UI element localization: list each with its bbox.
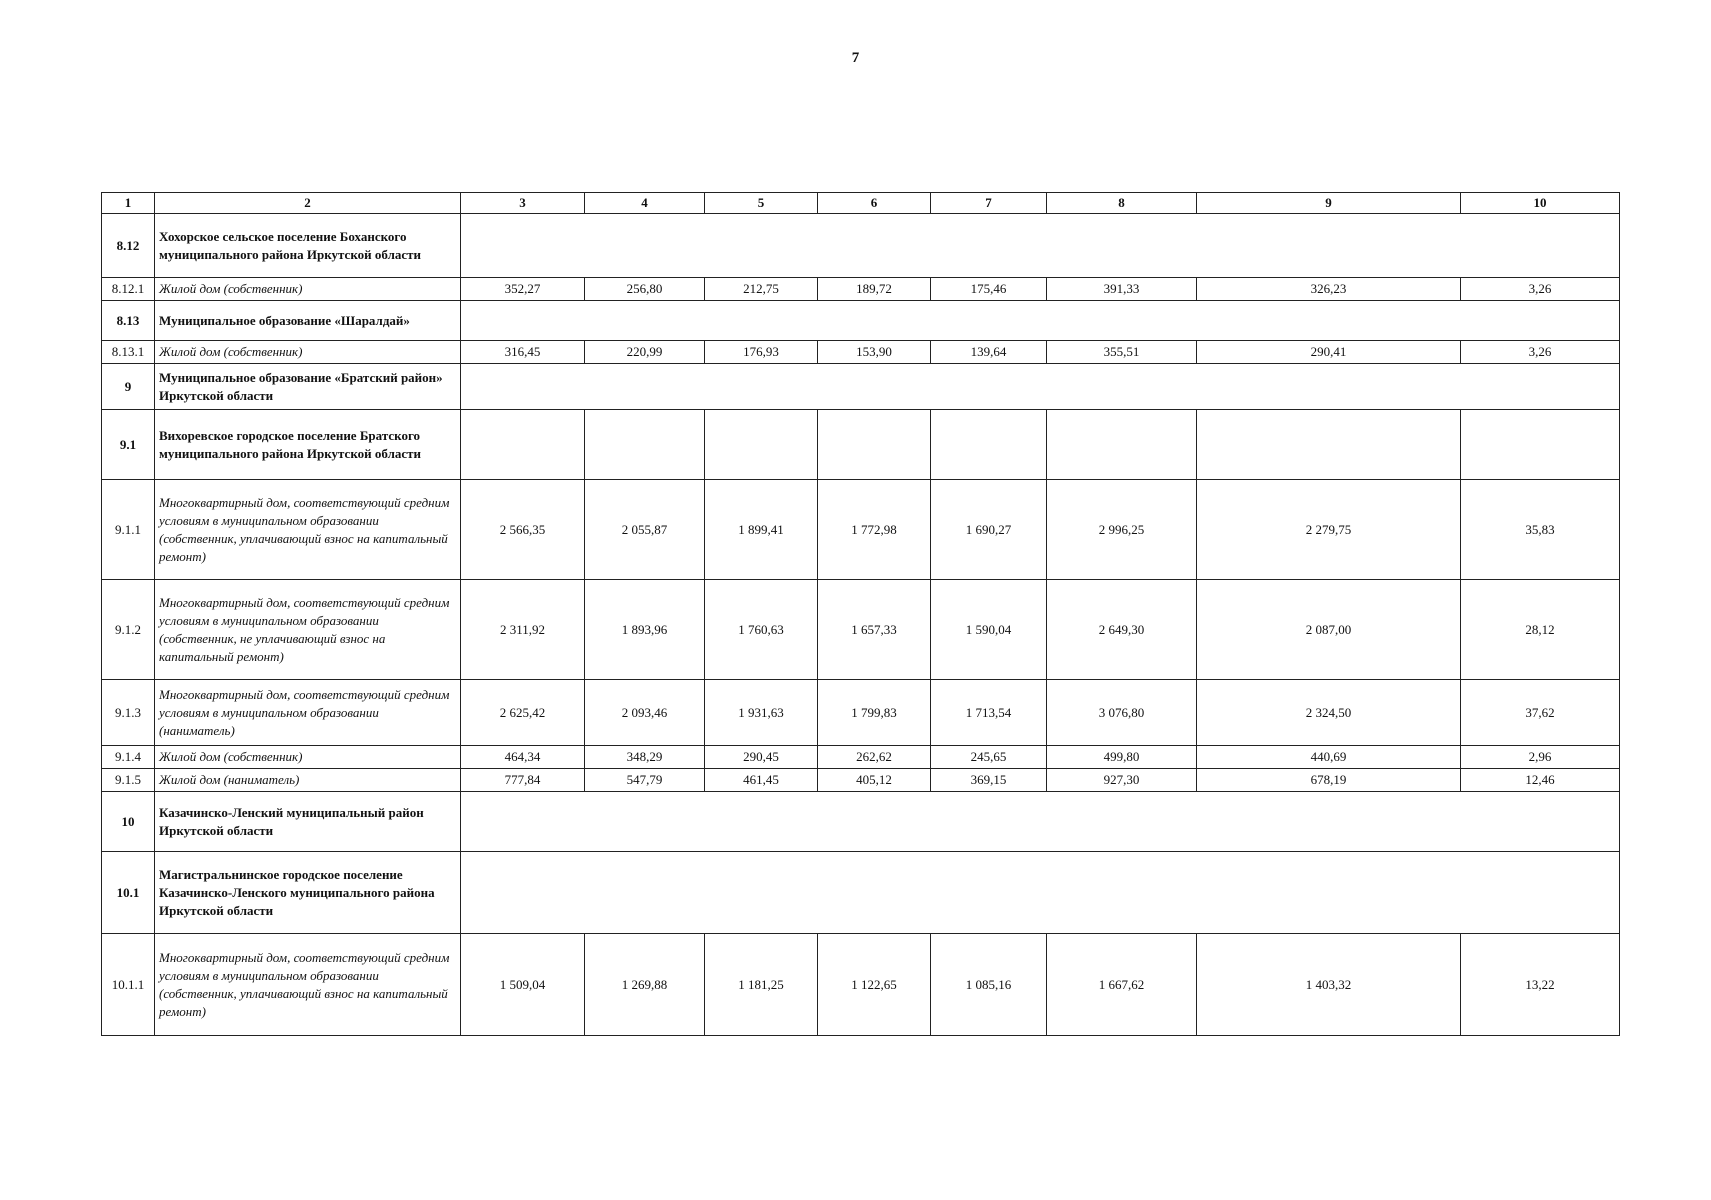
value-cell: 1 122,65 <box>818 934 931 1036</box>
row-number: 10 <box>102 792 155 852</box>
section-name: Муниципальное образование «Братский район» Иркутской области <box>155 364 461 410</box>
item-name: Жилой дом (собственник) <box>155 278 461 301</box>
value-cell: 2 324,50 <box>1197 680 1461 746</box>
value-cell: 12,46 <box>1461 769 1620 792</box>
row-number: 10.1 <box>102 852 155 934</box>
value-cell: 499,80 <box>1047 746 1197 769</box>
value-cell: 1 509,04 <box>461 934 585 1036</box>
section-row <box>102 792 1620 852</box>
row-number: 8.13.1 <box>102 341 155 364</box>
table-row <box>102 746 1620 769</box>
value-cell: 3 076,80 <box>1047 680 1197 746</box>
value-cell: 175,46 <box>931 278 1047 301</box>
value-cell: 1 690,27 <box>931 480 1047 580</box>
value-cell <box>1047 410 1197 480</box>
row-number: 9.1.3 <box>102 680 155 746</box>
value-cell: 13,22 <box>1461 934 1620 1036</box>
value-cell: 139,64 <box>931 341 1047 364</box>
row-number: 9.1.4 <box>102 746 155 769</box>
column-header: 5 <box>705 193 818 214</box>
item-name: Многоквартирный дом, соответствующий средним условиям в муниципальном образовании (собственник, уплачивающий взнос на капитальный ремонт) <box>155 934 461 1036</box>
row-number: 9.1.1 <box>102 480 155 580</box>
table-row <box>102 769 1620 792</box>
section-name: Муниципальное образование «Шаралдай» <box>155 301 461 341</box>
column-header: 2 <box>155 193 461 214</box>
value-cell: 927,30 <box>1047 769 1197 792</box>
value-cell: 2 566,35 <box>461 480 585 580</box>
item-name: Многоквартирный дом, соответствующий средним условиям в муниципальном образовании (собственник, не уплачивающий взнос на капитальный ремонт) <box>155 580 461 680</box>
value-cell: 1 269,88 <box>585 934 705 1036</box>
column-header: 10 <box>1461 193 1620 214</box>
value-cell: 352,27 <box>461 278 585 301</box>
column-header: 6 <box>818 193 931 214</box>
table-row <box>102 580 1620 680</box>
value-cell: 220,99 <box>585 341 705 364</box>
value-cell: 405,12 <box>818 769 931 792</box>
value-cell: 1 893,96 <box>585 580 705 680</box>
table-row <box>102 480 1620 580</box>
value-cell: 1 899,41 <box>705 480 818 580</box>
item-name: Жилой дом (собственник) <box>155 341 461 364</box>
value-cell <box>705 410 818 480</box>
value-cell: 28,12 <box>1461 580 1620 680</box>
section-blank <box>461 301 1620 341</box>
table-row <box>102 341 1620 364</box>
column-header: 7 <box>931 193 1047 214</box>
value-cell: 348,29 <box>585 746 705 769</box>
value-cell: 1 403,32 <box>1197 934 1461 1036</box>
section-blank <box>461 364 1620 410</box>
value-cell: 326,23 <box>1197 278 1461 301</box>
value-cell: 1 760,63 <box>705 580 818 680</box>
row-number: 9.1 <box>102 410 155 480</box>
section-row <box>102 301 1620 341</box>
tariff-table <box>101 192 1620 1036</box>
value-cell: 547,79 <box>585 769 705 792</box>
value-cell: 1 772,98 <box>818 480 931 580</box>
value-cell: 777,84 <box>461 769 585 792</box>
table-row <box>102 934 1620 1036</box>
value-cell: 2 649,30 <box>1047 580 1197 680</box>
value-cell: 464,34 <box>461 746 585 769</box>
row-number: 9 <box>102 364 155 410</box>
value-cell: 2 093,46 <box>585 680 705 746</box>
value-cell: 440,69 <box>1197 746 1461 769</box>
value-cell: 1 713,54 <box>931 680 1047 746</box>
value-cell: 2 055,87 <box>585 480 705 580</box>
value-cell <box>585 410 705 480</box>
value-cell: 3,26 <box>1461 341 1620 364</box>
page-number: 7 <box>851 50 860 66</box>
header-row <box>102 193 1620 214</box>
column-header: 3 <box>461 193 585 214</box>
value-cell: 3,26 <box>1461 278 1620 301</box>
value-cell: 391,33 <box>1047 278 1197 301</box>
value-cell: 1 181,25 <box>705 934 818 1036</box>
section-blank <box>461 852 1620 934</box>
value-cell: 355,51 <box>1047 341 1197 364</box>
row-number: 9.1.2 <box>102 580 155 680</box>
item-name: Жилой дом (собственник) <box>155 746 461 769</box>
column-header: 1 <box>102 193 155 214</box>
value-cell: 1 085,16 <box>931 934 1047 1036</box>
item-name: Многоквартирный дом, соответствующий средним условиям в муниципальном образовании (собственник, уплачивающий взнос на капитальный ремонт) <box>155 480 461 580</box>
value-cell: 290,41 <box>1197 341 1461 364</box>
column-header: 9 <box>1197 193 1461 214</box>
column-header: 4 <box>585 193 705 214</box>
section-blank <box>461 214 1620 278</box>
value-cell: 189,72 <box>818 278 931 301</box>
section-row <box>102 214 1620 278</box>
value-cell: 212,75 <box>705 278 818 301</box>
value-cell <box>461 410 585 480</box>
value-cell: 35,83 <box>1461 480 1620 580</box>
value-cell: 316,45 <box>461 341 585 364</box>
column-header: 8 <box>1047 193 1197 214</box>
value-cell: 2 996,25 <box>1047 480 1197 580</box>
value-cell: 1 799,83 <box>818 680 931 746</box>
value-cell: 245,65 <box>931 746 1047 769</box>
section-blank <box>461 792 1620 852</box>
section-name: Казачинско-Ленский муниципальный район Иркутской области <box>155 792 461 852</box>
value-cell: 290,45 <box>705 746 818 769</box>
value-cell: 37,62 <box>1461 680 1620 746</box>
value-cell: 153,90 <box>818 341 931 364</box>
value-cell: 2 625,42 <box>461 680 585 746</box>
value-cell: 176,93 <box>705 341 818 364</box>
section-name: Вихоревское городское поселение Братского муниципального района Иркутской области <box>155 410 461 480</box>
section-name: Хохорское сельское поселение Боханского муниципального района Иркутской области <box>155 214 461 278</box>
value-cell: 369,15 <box>931 769 1047 792</box>
value-cell: 256,80 <box>585 278 705 301</box>
value-cell: 2 279,75 <box>1197 480 1461 580</box>
row-number: 8.12.1 <box>102 278 155 301</box>
value-cell <box>931 410 1047 480</box>
item-name: Многоквартирный дом, соответствующий средним условиям в муниципальном образовании (наниматель) <box>155 680 461 746</box>
value-cell: 2 311,92 <box>461 580 585 680</box>
value-cell: 1 667,62 <box>1047 934 1197 1036</box>
row-number: 10.1.1 <box>102 934 155 1036</box>
section-row <box>102 410 1620 480</box>
value-cell: 461,45 <box>705 769 818 792</box>
value-cell: 678,19 <box>1197 769 1461 792</box>
section-row <box>102 364 1620 410</box>
value-cell: 1 590,04 <box>931 580 1047 680</box>
section-row <box>102 852 1620 934</box>
section-name: Магистральнинское городское поселение Казачинско-Ленского муниципального района Иркутской области <box>155 852 461 934</box>
row-number: 9.1.5 <box>102 769 155 792</box>
row-number: 8.13 <box>102 301 155 341</box>
value-cell: 2,96 <box>1461 746 1620 769</box>
table-row <box>102 680 1620 746</box>
value-cell: 1 931,63 <box>705 680 818 746</box>
value-cell <box>1461 410 1620 480</box>
value-cell <box>1197 410 1461 480</box>
table-row <box>102 278 1620 301</box>
value-cell: 1 657,33 <box>818 580 931 680</box>
item-name: Жилой дом (наниматель) <box>155 769 461 792</box>
value-cell: 262,62 <box>818 746 931 769</box>
value-cell: 2 087,00 <box>1197 580 1461 680</box>
value-cell <box>818 410 931 480</box>
row-number: 8.12 <box>102 214 155 278</box>
